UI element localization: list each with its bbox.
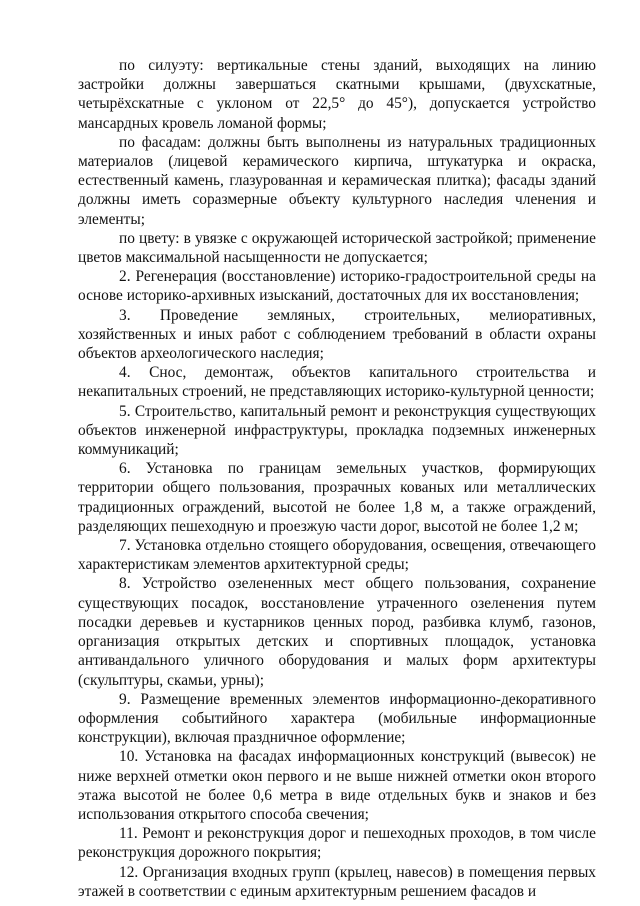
paragraph-item-12: 12. Организация входных групп (крылец, навесов) в помещения первых этажей в соответствии с единым архитектурным решением фасадов и (78, 863, 596, 900)
paragraph-item-5: 5. Строительство, капитальный ремонт и реконструкция существующих объектов инженерной инфраструктуры, прокладка подземных инженерных коммуникаций; (78, 402, 596, 459)
paragraph-item-8: 8. Устройство озелененных мест общего пользования, сохранение существующих посадок, восстановление утраченного озеленения путем посадки деревьев и кустарников ценных пород, разбивка клумб, газонов, организация открытых детских и спортивных площадок, установка антивандального уличного оборудования и малых форм архитектуры (скульптуры, скамьи, урны); (78, 575, 596, 689)
paragraph-color: по цвету: в увязке с окружающей исторической застройкой; применение цветов максимальной насыщенности не допускается; (78, 229, 596, 267)
paragraph-item-4: 4. Снос, демонтаж, объектов капитального строительства и некапитальных строений, не представляющих историко-культурной ценности; (78, 364, 596, 401)
document-body (78, 56, 596, 901)
paragraph-item-7: 7. Установка отдельно стоящего оборудования, освещения, отвечающего характеристикам элементов архитектурной среды; (78, 537, 596, 574)
paragraph-silhouette: по силуэту: вертикальные стены зданий, выходящих на линию застройки должны завершаться скатными крышами, (двухскатные, четырёхскатные с уклоном от 22,5° до 45°), допускается устройство мансардных кровель ломаной формы; (78, 57, 596, 132)
paragraph-item-3: 3. Проведение земляных, строительных, мелиоративных, хозяйственных и иных работ с соблюдением требований в области охраны объектов археологического наследия; (78, 306, 596, 363)
paragraph-item-9: 9. Размещение временных элементов информационно-декоративного оформления событийного характера (мобильные информационные конструкции), включая праздничное оформление; (78, 690, 596, 747)
paragraph-item-6: 6. Установка по границам земельных участков, формирующих территории общего пользования, прозрачных кованых или металлических традиционных ограждений, высотой не более 1,8 м, а также ограждений, разделяющих пешеходную и проезжую части дорог, высотой не более 1,2 м; (78, 460, 596, 535)
paragraph-item-10: 10. Установка на фасадах информационных конструкций (вывесок) не ниже верхней отметки окон первого и не выше нижней отметки окон второго этажа высотой не более 0,6 метра в виде отдельных букв и знаков и без использования открытого способа свечения; (78, 748, 596, 823)
paragraph-item-11: 11. Ремонт и реконструкция дорог и пешеходных проходов, в том числе реконструкция дорожного покрытия; (78, 825, 596, 862)
paragraph-item-2: 2. Регенерация (восстановление) историко-градостроительной среды на основе историко-архивных изысканий, достаточных для их восстановления; (78, 268, 596, 305)
paragraph-facades: по фасадам: должны быть выполнены из натуральных традиционных материалов (лицевой керамического кирпича, штукатурка и окраска, естественный камень, глазурованная и керамическая плитка); фасады зданий должны иметь соразмерные объекту культурного наследия членения и элементы; (78, 133, 596, 228)
